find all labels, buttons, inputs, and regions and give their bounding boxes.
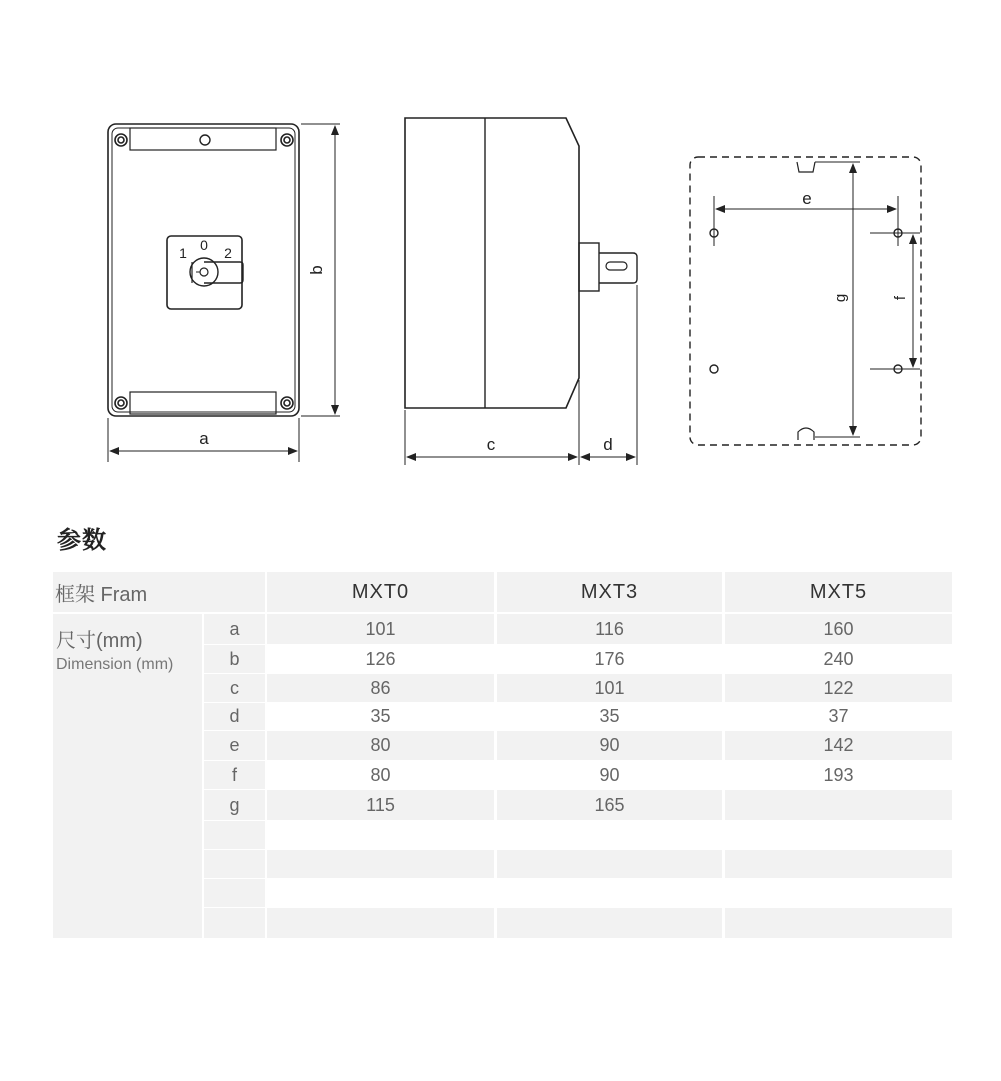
table-cell: 86 bbox=[267, 674, 494, 702]
dimension-drawings bbox=[0, 0, 1001, 500]
dial-label-2: 2 bbox=[224, 245, 232, 261]
table-cell: 122 bbox=[725, 674, 952, 702]
table-cell: 160 bbox=[725, 614, 952, 644]
table-row-letter: b bbox=[204, 645, 265, 673]
table-cell: 90 bbox=[599, 764, 620, 785]
table-cell bbox=[497, 879, 722, 907]
table-header-model: MXT0 bbox=[267, 572, 494, 612]
table-header-model: MXT5 bbox=[725, 572, 952, 612]
table-cell: 35 bbox=[370, 706, 391, 726]
table-cell bbox=[267, 908, 494, 938]
table-cell bbox=[725, 908, 952, 938]
dim-label-c: c bbox=[486, 435, 496, 454]
table-cell bbox=[497, 908, 722, 938]
table-cell: 35 bbox=[599, 706, 620, 726]
table-row-letter: a bbox=[204, 614, 265, 644]
table-cell: 37 bbox=[828, 706, 849, 726]
table-cell: 165 bbox=[497, 790, 722, 820]
table-row-letter bbox=[204, 908, 265, 938]
table-cell: 193 bbox=[823, 764, 854, 785]
dimension-label bbox=[56, 624, 173, 674]
table-cell bbox=[267, 821, 494, 849]
rotary-knob-icon bbox=[190, 258, 243, 286]
dimension-label-zh: 尺寸(mm) bbox=[56, 630, 143, 652]
section-title: 参数 bbox=[57, 526, 107, 554]
table-cell: 176 bbox=[594, 648, 625, 669]
dim-label-f: f bbox=[892, 295, 909, 301]
screw-icon bbox=[115, 134, 293, 409]
table-row-letter: d bbox=[204, 703, 265, 730]
dial-label-1: 1 bbox=[179, 245, 187, 261]
table-cell: 116 bbox=[497, 614, 722, 644]
side-view bbox=[405, 118, 637, 465]
dim-label-b: b bbox=[307, 265, 326, 275]
table-cell: 240 bbox=[823, 648, 854, 669]
table-row-letter bbox=[204, 879, 265, 907]
table-cell: 101 bbox=[497, 674, 722, 702]
table-cell bbox=[725, 790, 952, 820]
dim-label-d: d bbox=[603, 435, 613, 454]
table-row-letter: f bbox=[204, 761, 265, 789]
dim-label-e: e bbox=[802, 189, 812, 208]
table-cell: 80 bbox=[267, 731, 494, 760]
table-cell: 115 bbox=[267, 790, 494, 820]
table-row-letter: g bbox=[204, 790, 265, 820]
dim-label-g: g bbox=[832, 293, 849, 303]
table-cell bbox=[725, 821, 952, 849]
table-cell: 142 bbox=[725, 731, 952, 760]
table-header-label: 框架 Fram bbox=[53, 572, 265, 612]
table-row-letter: e bbox=[204, 731, 265, 760]
table-cell: 126 bbox=[365, 648, 396, 669]
table-header-model: MXT3 bbox=[497, 572, 722, 612]
table-cell: 90 bbox=[497, 731, 722, 760]
table-cell bbox=[497, 821, 722, 849]
mounting-hole-icon bbox=[710, 229, 902, 373]
table-cell bbox=[725, 879, 952, 907]
front-view bbox=[108, 124, 340, 462]
table-cell bbox=[725, 850, 952, 878]
dim-label-a: a bbox=[199, 429, 209, 448]
table-cell bbox=[267, 850, 494, 878]
table-cell bbox=[267, 879, 494, 907]
table-row-letter bbox=[204, 850, 265, 878]
table-row-letter bbox=[204, 821, 265, 849]
dial-label-0: 0 bbox=[200, 237, 208, 253]
dimension-label-en: Dimension (mm) bbox=[56, 656, 174, 673]
table-row-letter: c bbox=[204, 674, 265, 702]
table-cell bbox=[497, 850, 722, 878]
table-cell: 80 bbox=[370, 764, 391, 785]
table-cell: 101 bbox=[267, 614, 494, 644]
